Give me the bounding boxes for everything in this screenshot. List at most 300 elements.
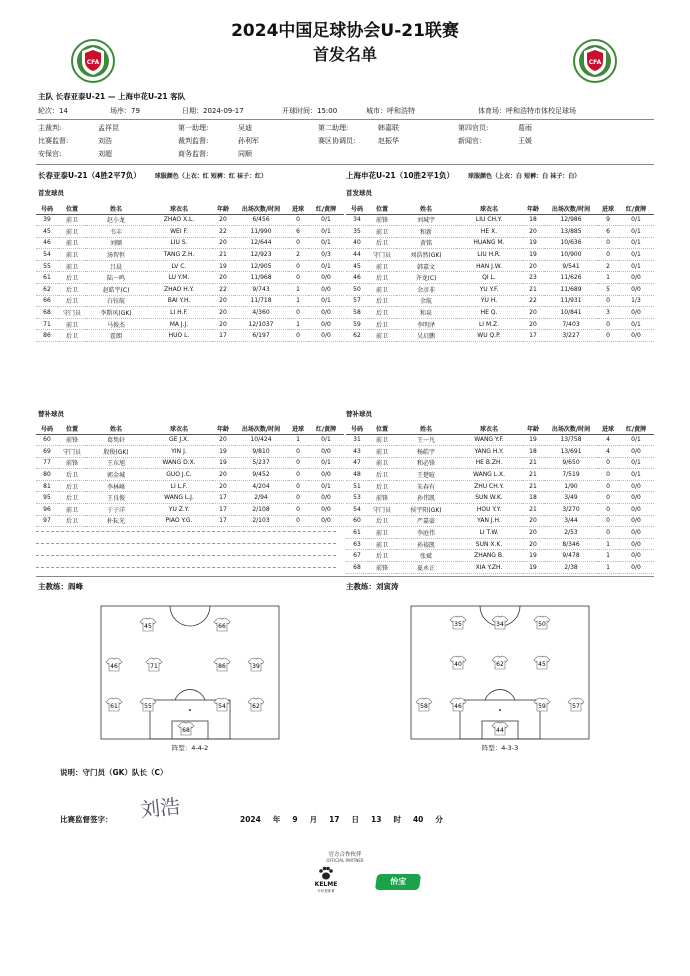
player-cell: TANG Z.H.	[146, 249, 212, 261]
player-cell: 2/103	[234, 515, 288, 527]
player-cell: 0	[598, 237, 618, 249]
player-cell: 前锋	[58, 457, 86, 469]
player-cell: 71	[36, 318, 58, 330]
player-cell: HUO L.	[146, 330, 212, 342]
player-cell: 0/0	[308, 469, 344, 481]
player-cell: 后卫	[368, 272, 396, 284]
player-cell: 0	[288, 330, 308, 342]
blank-row-line	[36, 567, 336, 568]
player-cell: 46	[346, 272, 368, 284]
player-cell: 0	[598, 330, 618, 342]
official-name: 孙利军	[238, 137, 259, 145]
player-row	[346, 249, 654, 261]
player-row	[346, 515, 654, 527]
player-cell: 69	[36, 446, 58, 458]
player-cell: 0	[598, 492, 618, 504]
player-cell: 1	[598, 550, 618, 562]
column-header: 号码	[36, 424, 58, 434]
date-part: 17	[329, 815, 340, 824]
player-row	[36, 295, 344, 307]
player-cell: 前卫	[58, 226, 86, 238]
player-shirt	[214, 618, 230, 631]
player-shirt	[214, 698, 230, 711]
player-cell: 马俊杰	[86, 318, 146, 330]
player-shirt	[106, 658, 122, 671]
player-cell: 19	[522, 237, 544, 249]
date-part: 日	[351, 815, 360, 824]
partner-title: 官方合作伙伴	[328, 852, 362, 858]
player-row	[346, 527, 654, 539]
player-shirt	[214, 658, 230, 671]
official-label: 第一助理:	[178, 124, 209, 132]
player-cell: 前卫	[368, 446, 396, 458]
player-cell: 0	[598, 295, 618, 307]
player-cell: WANG L.J.	[146, 492, 212, 504]
official-label: 新闻官:	[458, 137, 482, 145]
player-cell: 夏永正	[396, 562, 456, 574]
player-cell: 0	[598, 515, 618, 527]
player-cell: 后卫	[368, 515, 396, 527]
player-cell: 刘浩然(GK)	[396, 249, 456, 261]
home-formation: 阵型：4-4-2	[171, 744, 209, 752]
player-cell: 17	[212, 330, 234, 342]
player-cell: 44	[346, 249, 368, 261]
player-cell: 赵皓宇(C)	[86, 284, 146, 296]
player-shirt	[178, 722, 194, 735]
player-cell: 0/0	[618, 284, 654, 296]
column-header: 姓名	[86, 204, 146, 214]
player-row	[346, 550, 654, 562]
player-cell: 孙伟凯	[396, 492, 456, 504]
game-number: 场序：79	[110, 107, 140, 115]
player-cell: 3	[598, 307, 618, 319]
player-shirt	[534, 698, 550, 711]
player-row	[346, 446, 654, 458]
column-header: 姓名	[396, 204, 456, 214]
column-header: 年龄	[212, 204, 234, 214]
cbest-logo: 怡宝	[375, 874, 421, 890]
column-header: 位置	[58, 204, 86, 214]
city: 城市：呼和浩特	[366, 107, 415, 115]
player-shirt	[492, 616, 508, 629]
player-cell: LIU S.	[146, 237, 212, 249]
player-cell: 0/0	[618, 272, 654, 284]
player-row	[36, 480, 344, 492]
shirt-number: 59	[538, 703, 546, 710]
player-cell: 95	[36, 492, 58, 504]
player-cell: 1	[288, 284, 308, 296]
player-cell: ZHAO X.L.	[146, 214, 212, 226]
player-cell: 9/810	[234, 446, 288, 458]
player-cell: 刘城宇	[396, 214, 456, 226]
penalty-arc	[175, 690, 205, 700]
player-cell: 0	[598, 457, 618, 469]
player-cell: 20	[212, 272, 234, 284]
player-cell: 0	[288, 480, 308, 492]
player-cell: 17	[212, 515, 234, 527]
player-cell: 前卫	[58, 214, 86, 226]
player-cell: 62	[36, 284, 58, 296]
player-row	[36, 260, 344, 272]
player-cell: LI H.F.	[146, 307, 212, 319]
player-cell: 3/270	[544, 504, 598, 516]
player-shirt	[534, 616, 550, 629]
shirt-number: 35	[454, 621, 462, 628]
player-cell: 0/0	[618, 527, 654, 539]
home-starters-table	[36, 204, 344, 342]
player-cell: 45	[346, 260, 368, 272]
player-shirt	[534, 656, 550, 669]
player-cell: 余航	[396, 295, 456, 307]
player-cell: 后卫	[58, 330, 86, 342]
player-cell: 12/923	[234, 249, 288, 261]
official-label: 主裁判:	[38, 124, 62, 132]
signature-date	[240, 814, 455, 825]
player-row	[346, 480, 654, 492]
player-cell: 后卫	[58, 284, 86, 296]
column-header: 出场次数/时间	[234, 424, 288, 434]
player-cell: 2	[598, 260, 618, 272]
kickoff-time: 开球时间：15:00	[282, 107, 338, 115]
divider	[36, 119, 654, 120]
player-cell: 1	[598, 538, 618, 550]
away-formation-pitch	[410, 605, 590, 740]
player-cell: 19	[522, 249, 544, 261]
column-header: 红/黄牌	[618, 424, 654, 434]
player-cell: 22	[212, 226, 234, 238]
player-cell: 19	[212, 260, 234, 272]
player-row	[346, 318, 654, 330]
player-cell: 朴耘光	[86, 515, 146, 527]
shirt-number: 54	[218, 703, 226, 710]
player-cell: 60	[346, 515, 368, 527]
player-cell: 韦丰	[86, 226, 146, 238]
official-name: 孟祥昆	[98, 124, 119, 132]
player-cell: 47	[346, 457, 368, 469]
player-cell: 陆一鸣	[86, 272, 146, 284]
column-header: 出场次数/时间	[544, 204, 598, 214]
player-row	[346, 295, 654, 307]
player-cell: 前卫	[368, 434, 396, 446]
player-row	[36, 515, 344, 527]
player-cell: SUN X.K.	[456, 538, 522, 550]
player-cell: SUN W.K.	[456, 492, 522, 504]
away-formation: 阵型：4-3-3	[481, 744, 519, 752]
player-cell: WU Q.P.	[456, 330, 522, 342]
player-cell: 0	[288, 272, 308, 284]
player-cell: 20	[212, 237, 234, 249]
home-kit-colors: 球服颜色（上衣：红 短裤：红 袜子：红）	[154, 173, 267, 180]
home-subs-label: 替补球员	[38, 410, 64, 418]
player-cell: 后卫	[368, 469, 396, 481]
player-cell: 守门员	[368, 249, 396, 261]
player-cell: 7/519	[544, 469, 598, 481]
player-cell: 4/360	[234, 307, 288, 319]
player-cell: 11/990	[234, 226, 288, 238]
player-cell: 王楚暄	[396, 469, 456, 481]
player-row	[346, 330, 654, 342]
away-kit-colors: 球服颜色（上衣：白 短裤：白 袜子：白）	[468, 173, 581, 180]
player-cell: 0/0	[618, 515, 654, 527]
player-cell: 0	[288, 504, 308, 516]
player-cell: WANG Y.F.	[456, 434, 522, 446]
player-cell: 20	[522, 226, 544, 238]
player-row	[36, 330, 344, 342]
shirt-number: 39	[252, 663, 260, 670]
player-cell: 后卫	[368, 550, 396, 562]
player-cell: 2	[288, 249, 308, 261]
player-cell: YIN J.	[146, 446, 212, 458]
player-cell: 后卫	[58, 515, 86, 527]
player-cell: YANG H.Y.	[456, 446, 522, 458]
player-cell: 0/0	[618, 446, 654, 458]
table-header-row	[346, 424, 654, 434]
divider	[36, 576, 654, 577]
player-row	[36, 318, 344, 330]
kelme-logo-text: KELME	[314, 881, 338, 888]
shirt-number: 57	[572, 703, 580, 710]
column-header: 位置	[58, 424, 86, 434]
player-cell: 0/1	[308, 260, 344, 272]
player-row	[36, 249, 344, 261]
kelme-logo-subtext: 卡尔美体育	[317, 889, 335, 893]
player-cell: 黄铭	[396, 237, 456, 249]
official-label: 第四官员:	[458, 124, 489, 132]
player-cell: 18	[522, 446, 544, 458]
player-cell: 3/227	[544, 330, 598, 342]
shirt-number: 68	[182, 727, 190, 734]
player-cell: 0/1	[618, 469, 654, 481]
player-row	[346, 504, 654, 516]
official-label: 商务监督:	[178, 150, 209, 158]
player-cell: 吕晨	[86, 260, 146, 272]
player-cell: 前锋	[58, 434, 86, 446]
player-cell: 汤智恒	[86, 249, 146, 261]
player-cell: 0	[598, 469, 618, 481]
player-cell: 54	[346, 504, 368, 516]
player-cell: 于子洋	[86, 504, 146, 516]
player-row	[346, 237, 654, 249]
player-cell: 0/1	[618, 214, 654, 226]
player-cell: 96	[36, 504, 58, 516]
shirt-number: 46	[454, 703, 462, 710]
player-shirt	[492, 722, 508, 735]
player-cell: 20	[522, 318, 544, 330]
player-cell: 19	[212, 446, 234, 458]
player-cell: 21	[522, 480, 544, 492]
player-cell: 11/689	[544, 284, 598, 296]
player-row	[36, 307, 344, 319]
away-starters-label: 首发球员	[346, 189, 372, 197]
away-subs-label: 替补球员	[346, 410, 372, 418]
player-cell: 80	[36, 469, 58, 481]
player-cell: 0/0	[618, 504, 654, 516]
column-header: 球衣名	[146, 204, 212, 214]
player-cell: 58	[346, 307, 368, 319]
player-cell: 62	[346, 330, 368, 342]
shirt-number: 66	[218, 623, 226, 630]
player-cell: 55	[36, 260, 58, 272]
home-team-title: 长春亚泰U-21（4胜2平7负）	[38, 171, 141, 180]
player-row	[36, 446, 344, 458]
player-row	[346, 214, 654, 226]
player-cell: 后卫	[58, 272, 86, 284]
player-cell: 61	[36, 272, 58, 284]
player-cell: 46	[36, 237, 58, 249]
player-cell: 前卫	[368, 330, 396, 342]
column-header: 年龄	[212, 424, 234, 434]
penalty-arc	[485, 690, 515, 700]
player-cell: LU Y.M.	[146, 272, 212, 284]
official-label: 赛区协调员:	[318, 137, 356, 145]
player-cell: 1/90	[544, 480, 598, 492]
column-header: 球衣名	[146, 424, 212, 434]
player-cell: 0/1	[618, 260, 654, 272]
shirt-number: 34	[496, 621, 504, 628]
official-name: 吴迪	[238, 124, 252, 132]
partner-subtitle: OFFICIAL PARTNER	[326, 858, 364, 863]
player-shirt	[140, 618, 156, 631]
column-header: 号码	[346, 204, 368, 214]
player-cell: 4	[598, 446, 618, 458]
player-cell: ZHANG B.	[456, 550, 522, 562]
player-cell: 0	[598, 318, 618, 330]
player-cell: 9/541	[544, 260, 598, 272]
home-formation-pitch	[100, 605, 280, 740]
player-cell: 59	[346, 318, 368, 330]
player-cell: 0/1	[308, 457, 344, 469]
player-cell: 13/691	[544, 446, 598, 458]
player-cell: 51	[346, 480, 368, 492]
center-circle	[170, 606, 210, 626]
player-cell: 10/841	[544, 307, 598, 319]
player-cell: 21	[212, 249, 234, 261]
svg-text:CFA: CFA	[588, 59, 602, 66]
player-cell: 王良俊	[86, 492, 146, 504]
player-cell: 齐龙(C)	[396, 272, 456, 284]
player-cell: 张斌	[396, 550, 456, 562]
player-cell: 和新	[396, 226, 456, 238]
player-row	[346, 457, 654, 469]
player-cell: 21	[522, 469, 544, 481]
player-row	[36, 272, 344, 284]
player-cell: 前卫	[368, 226, 396, 238]
column-header: 年龄	[522, 424, 544, 434]
player-cell: 韩嘉文	[396, 260, 456, 272]
shirt-number: 44	[496, 727, 504, 734]
player-cell: YAN J.H.	[456, 515, 522, 527]
player-cell: WANG L.X.	[456, 469, 522, 481]
home-coach-name: 阎峰	[68, 582, 83, 591]
player-cell: 0/0	[618, 538, 654, 550]
player-cell: 0	[598, 480, 618, 492]
player-cell: 白钰航	[86, 295, 146, 307]
player-cell: 3/44	[544, 515, 598, 527]
player-cell: 20	[522, 527, 544, 539]
player-cell: 8/346	[544, 538, 598, 550]
player-cell: 1	[288, 295, 308, 307]
player-cell: 前卫	[368, 457, 396, 469]
player-row	[346, 284, 654, 296]
player-cell: YU H.	[456, 295, 522, 307]
player-cell: 后卫	[368, 318, 396, 330]
player-cell: HUANG M.	[456, 237, 522, 249]
player-row	[346, 469, 654, 481]
player-row	[346, 260, 654, 272]
player-cell: 刘顺	[86, 237, 146, 249]
player-cell: 守门员	[58, 307, 86, 319]
kelme-paw-icon	[318, 866, 334, 880]
player-cell: 守门员	[368, 504, 396, 516]
player-cell: MA J.J.	[146, 318, 212, 330]
player-cell: 10/900	[544, 249, 598, 261]
player-cell: LIU CH.Y.	[456, 214, 522, 226]
player-cell: 0/1	[618, 226, 654, 238]
player-shirt	[146, 658, 162, 671]
player-cell: 吴启鹏	[396, 330, 456, 342]
player-shirt	[106, 698, 122, 711]
player-cell: 严嘉豪	[396, 515, 456, 527]
player-cell: 9/743	[234, 284, 288, 296]
player-cell: QI L.	[456, 272, 522, 284]
match-date: 日期：2024-09-17	[182, 107, 244, 115]
player-cell: 前卫	[368, 260, 396, 272]
player-cell: 11/931	[544, 295, 598, 307]
player-row	[36, 434, 344, 446]
player-cell: 39	[36, 214, 58, 226]
player-cell: 葛隽轩	[86, 434, 146, 446]
player-cell: 后卫	[58, 480, 86, 492]
away-coach	[346, 581, 399, 592]
player-row	[346, 562, 654, 574]
player-cell: 殷俊(GK)	[86, 446, 146, 458]
player-row	[36, 214, 344, 226]
official-label: 裁判监督:	[178, 137, 209, 145]
player-cell: 前卫	[58, 318, 86, 330]
player-cell: 23	[522, 272, 544, 284]
player-cell: 5	[598, 284, 618, 296]
player-cell: 10/636	[544, 237, 598, 249]
player-cell: 0	[288, 446, 308, 458]
player-cell: 0/1	[308, 237, 344, 249]
player-cell: 前卫	[368, 284, 396, 296]
player-cell: 后卫	[58, 469, 86, 481]
player-cell: 22	[212, 284, 234, 296]
player-row	[36, 237, 344, 249]
player-cell: 前卫	[368, 527, 396, 539]
player-cell: 6/197	[234, 330, 288, 342]
player-cell: 20	[522, 260, 544, 272]
away-team-title: 上海申花U-21（10胜2平1负）	[346, 171, 455, 180]
shirt-number: 55	[144, 703, 152, 710]
player-cell: HE Q.	[456, 307, 522, 319]
svg-text:CFA: CFA	[86, 59, 100, 66]
player-cell: 0	[288, 457, 308, 469]
date-part: 年	[272, 815, 281, 824]
player-cell: 67	[346, 550, 368, 562]
shirt-number: 50	[538, 621, 546, 628]
player-cell: 0/0	[308, 284, 344, 296]
player-cell: XIA Y.ZH.	[456, 562, 522, 574]
player-cell: 后卫	[368, 307, 396, 319]
official-name: 刘超	[98, 150, 112, 158]
player-cell: 0/1	[308, 214, 344, 226]
signature-label: 比赛监督签字：	[60, 815, 113, 824]
shirt-number: 58	[420, 703, 428, 710]
player-cell: 21	[522, 457, 544, 469]
column-header: 进球	[598, 424, 618, 434]
player-cell: 前锋	[368, 562, 396, 574]
